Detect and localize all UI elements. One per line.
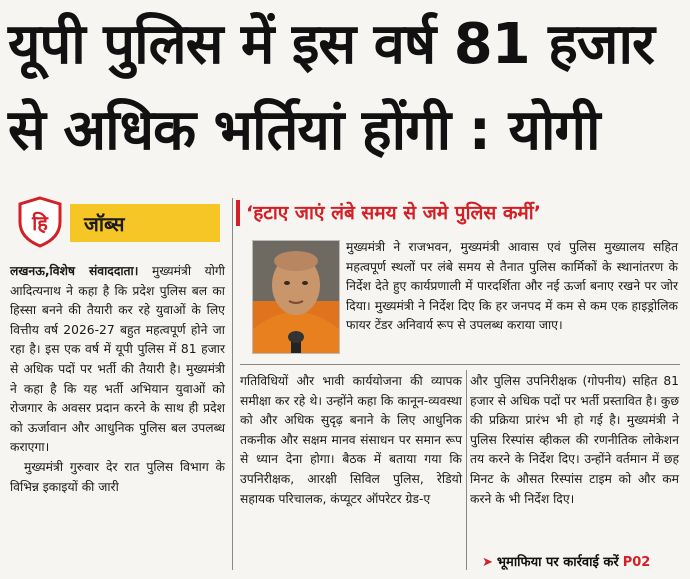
continued-reference	[482, 552, 650, 570]
headline	[8, 2, 682, 174]
portrait-image	[253, 241, 339, 353]
paragraph: और पुलिस उपनिरीक्षक (गोपनीय) सहित 81 हजार से अधिक पदों पर भर्ती प्रस्तावित है। कुछ की प्रक्रिया प्रारंभ भी हो गई है। मुख्यमंत्री ने पुलिस रिस्पांस व्हीकल की रणनीतिक लोकेशन तय करने के निर्देश दिए। उन्होंने वर्तमान में छह मिनट के औसत रिस्पांस टाइम को और कम करने के भी निर्देश दिए।	[470, 374, 679, 506]
column-divider	[232, 198, 233, 570]
paragraph: मुख्यमंत्री गुरुवार देर रात पुलिस विभाग के विभिन्न इकाइयों की जारी	[10, 459, 225, 494]
section-brand	[14, 196, 216, 248]
column-divider	[466, 370, 467, 570]
paragraph: मुख्यमंत्री योगी आदित्यनाथ ने कहा है कि प्रदेश पुलिस बल का हिस्सा बनने की तैयारी कर रहे युवाओं के लिए वित्तीय वर्ष 2026-27 बहुत महत्वपूर्ण होने जा रहा है। इस एक वर्ष में यूपी पुलिस में 81 हजार से अधिक पदों पर भर्ती की तैयारी है। मुख्यमंत्री ने कहा है कि यह भर्ती अभियान युवाओं को रोजगार के अवसर प्रदान करने के साथ ही प्रदेश को ऊर्जावान और आधुनिक पुलिस बल उपलब्ध कराएगा।	[10, 264, 225, 455]
page-reference: P02	[622, 555, 651, 570]
section-divider	[240, 364, 680, 365]
top-right-paragraph	[346, 238, 678, 336]
section-label: जॉब्स	[84, 212, 125, 236]
section-label-bar	[70, 204, 220, 242]
column-1	[10, 262, 225, 497]
shield-logo-icon	[16, 196, 64, 248]
subheadline	[236, 200, 676, 226]
logo-letter: हि	[32, 211, 48, 235]
arrow-right-icon: ➤	[482, 555, 493, 570]
headline-line-1: यूपी पुलिस में इस वर्ष 81 हजार	[8, 12, 654, 77]
subheadline-text: ‘हटाए जाएं लंबे समय से जमे पुलिस कर्मी’	[246, 202, 541, 224]
continued-text: भूमाफिया पर कार्रवाई करें	[496, 555, 619, 570]
headline-line-2: से अधिक भर्तियां होंगी : योगी	[8, 98, 600, 163]
column-2	[240, 372, 462, 509]
paragraph: गतिविधियों और भावी कार्ययोजना की व्यापक समीक्षा कर रहे थे। उन्होंने कहा कि कानून-व्यवस्था को और अधिक सुदृढ़ बनाने के लिए आधुनिक तकनीक और सक्षम मानव संसाधन पर समान रूप से ध्यान देना होगा। बैठक में बताया गया कि उपनिरीक्षक, आरक्षी सिविल पुलिस, रेडियो सहायक परिचालक, कंप्यूटर ऑपरेटर ग्रेड-ए	[240, 374, 462, 506]
subheadline-rule	[236, 200, 240, 226]
paragraph: मुख्यमंत्री ने राजभवन, मुख्यमंत्री आवास एवं पुलिस मुख्यालय सहित महत्वपूर्ण स्थलों पर लंबे समय से तैनात पुलिस कार्मिकों के स्थानांतरण के निर्देश देते हुए कार्यप्रणाली में पारदर्शिता और नई ऊर्जा बनाए रखने पर जोर दिया। मुख्यमंत्री ने निर्देश दिए कि हर जनपद में कम से कम एक हाइड्रोलिक फायर टेंडर अनिवार्य रूप से उपलब्ध कराया जाए।	[346, 240, 678, 333]
dateline: लखनऊ,विशेष संवाददाता।	[10, 264, 139, 278]
chief-minister-photo	[252, 240, 340, 354]
column-3	[470, 372, 679, 509]
